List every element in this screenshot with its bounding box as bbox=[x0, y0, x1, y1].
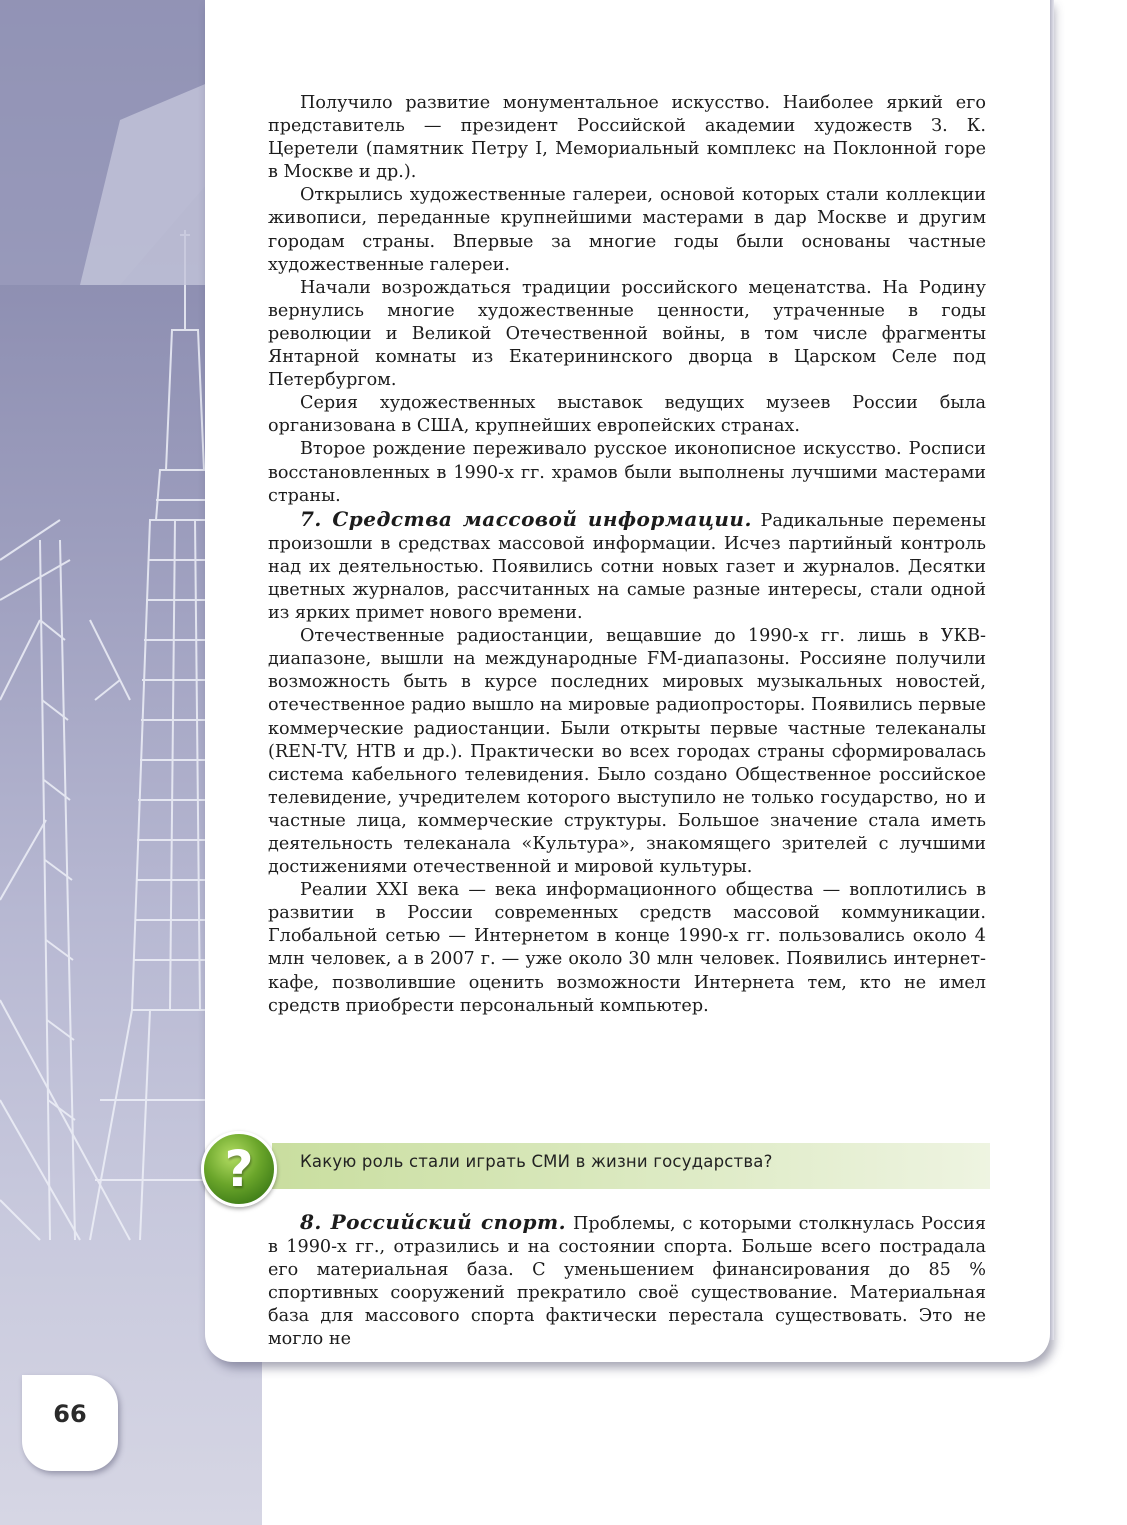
paragraph: Открылись художественные галереи, основой которых стали коллекции живописи, переданные крупнейшими мастерами в дар Москве и другим городам страны. Впервые за многие годы были основаны частные художественные галереи. bbox=[268, 185, 986, 275]
panel-edge-shadow bbox=[1050, 0, 1054, 1340]
section-8-paragraph bbox=[268, 1211, 986, 1352]
main-text bbox=[268, 92, 986, 1018]
section-8-heading: 8. Российский спорт. bbox=[300, 1210, 567, 1234]
section-7-paragraph bbox=[268, 508, 986, 625]
paragraph: Получило развитие монументальное искусство. Наиболее яркий его представитель — президент Российской академии художеств З. К. Церетели (памятник Петру I, Мемориальный комплекс на Поклонной горе в Москве и др.). bbox=[268, 93, 986, 183]
paragraph: Отечественные радиостанции, вещавшие до 1990-х гг. лишь в УКВ-диапазоне, вышли на международные FM-диапазоны. Россияне получили возможность быть в курсе последних мировых музыкальных новостей, отечественное радио вышло на мировые радиопросторы. Появились первые коммерческие радиостанции. Были открыты первые частные телеканалы (REN-TV, НТВ и др.). Практически во всех городах страны сформировалась система кабельного телевидения. Было создано Общественное российское телевидение, учредителем которого выступило не только государство, но и частные лица, коммерческие структуры. Большое значение стала иметь деятельность телеканала «Культура», знакомящего зрителей с лучшими достижениями отечественной и мировой культуры. bbox=[268, 626, 986, 878]
section-8-lead: Проблемы, с которыми столкнулась Россия в 1990-х гг., отразились и на состоянии спорта. Больше всего пострадала его материальная база. С уменьшением финансирования до 85 % спортивных сооружений прекратило своё существование. Материальная база для массового спорта фактически перестала существовать. Это не могло не bbox=[268, 1214, 986, 1350]
question-text: Какую роль стали играть СМИ в жизни государства? bbox=[300, 1152, 773, 1171]
section-7-heading: 7. Средства массовой информации. bbox=[300, 506, 752, 531]
paragraph: Начали возрождаться традиции российского меценатства. На Родину вернулись многие художественные ценности, утраченные в годы революции и Великой Отечественной войны, в том числе фрагменты Янтарной комнаты из Екатерининского дворца в Царском Селе под Петербургом. bbox=[268, 277, 986, 391]
section-7-lead: Радикальные перемены произошли в средствах массовой информации. Исчез партийный контроль над их деятельностью. Появились сотни новых газет и журналов. Десятки цветных журналов, рассчитанных на самые разные интересы, стали одной из ярких примет нового времени. bbox=[268, 510, 986, 624]
question-mark-icon: ? bbox=[201, 1131, 277, 1207]
paragraph: Второе рождение переживало русское иконописное искусство. Росписи восстановленных в 1990-х гг. храмов были выполнены лучшими мастерами страны. bbox=[268, 439, 986, 506]
paragraph: Реалии XXI века — века информационного общества — воплотились в развитии в России современных средств массовой коммуникации. Глобальной сетью — Интернетом в конце 1990-х гг. пользовались около 4 млн человек, а в 2007 г. — уже около 30 млн человек. Появились интернет-кафе, позволившие оценить возможности Интернета тем, кто не имел средств приобрести персональный компьютер. bbox=[268, 880, 986, 1016]
section-8-text bbox=[268, 1211, 986, 1352]
page-number: 66 bbox=[53, 1400, 87, 1428]
paragraph: Серия художественных выставок ведущих музеев России была организована в США, крупнейших европейских странах. bbox=[268, 393, 986, 437]
